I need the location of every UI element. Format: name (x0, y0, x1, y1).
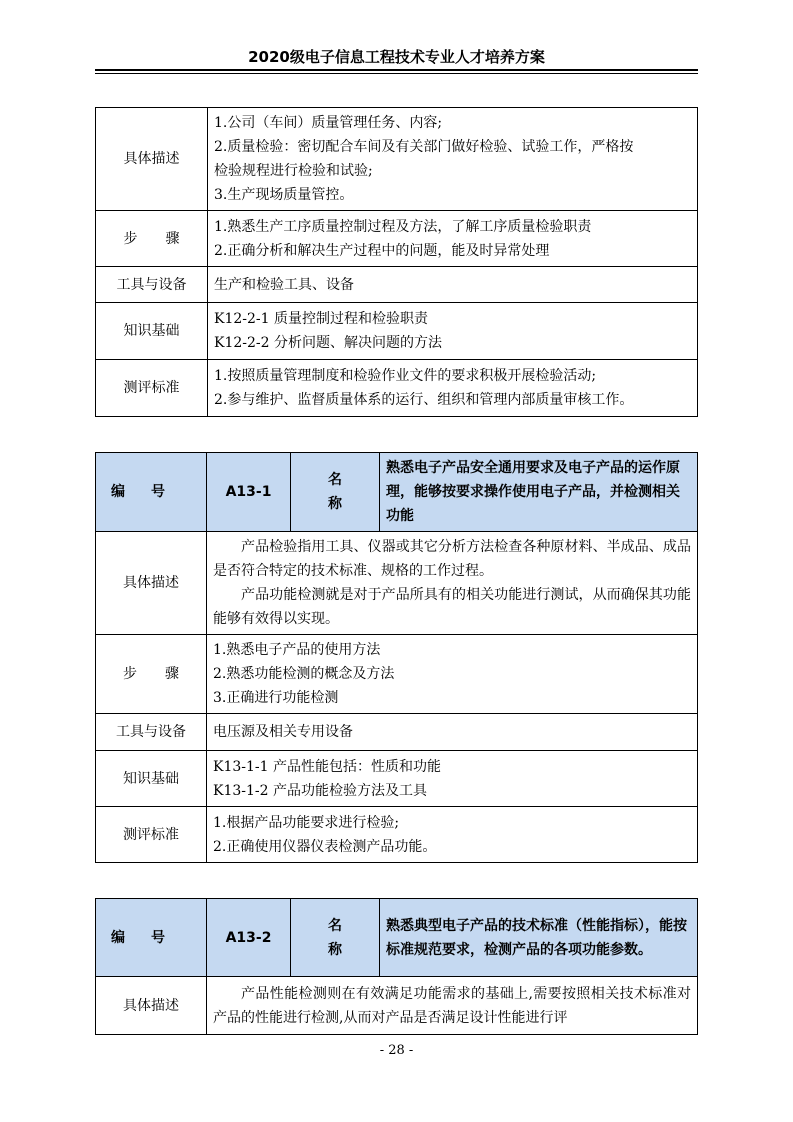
header-rule-thick (95, 69, 698, 71)
row-content (207, 635, 698, 714)
content-line: 3.正确进行功能检测 (213, 690, 339, 706)
item-header-row (96, 899, 698, 977)
content-line: 2.正确分析和解决生产过程中的问题，能及时异常处理 (214, 242, 550, 259)
content-line: 1.公司（车间）质量管理任务、内容; (214, 115, 443, 131)
row-content (207, 532, 698, 635)
row-content (208, 303, 698, 360)
row-content (208, 267, 698, 303)
row-label: 知识基础 (96, 751, 207, 807)
row-content (207, 714, 698, 751)
block2-table (95, 452, 698, 863)
item-code: A13-2 (207, 899, 291, 977)
table-row (96, 977, 698, 1035)
table-row (96, 714, 698, 751)
name-label: 名称 (291, 899, 380, 977)
row-label: 步 骤 (96, 635, 207, 714)
content-line: 2.参与维护、监督质量体系的运行、组织和管理内部质量审核工作。 (214, 392, 634, 408)
name-label: 名称 (291, 453, 380, 532)
content-line: K12-2-2 分析问题、解决问题的方法 (214, 335, 442, 351)
table-row (96, 360, 698, 417)
row-label: 步 骤 (96, 211, 208, 267)
table-row (96, 303, 698, 360)
row-label: 具体描述 (96, 108, 208, 211)
row-content (208, 108, 698, 211)
content-paragraph: 产品性能检测则在有效满足功能需求的基础上,需要按照相关技术标准对产品的性能进行检测,从而对产品是否满足设计性能进行评 (213, 985, 691, 1026)
content-line: K12-2-1 质量控制过程和检验职责 (214, 311, 428, 327)
content-paragraph: 产品功能检测就是对于产品所具有的相关功能进行测试，从而确保其功能能够有效得以实现。 (213, 587, 691, 627)
row-content (207, 977, 698, 1035)
content-line: 2.质量检验：密切配合车间及有关部门做好检验、试验工作，严格按 (214, 139, 634, 155)
content-paragraph: 产品检验指用工具、仪器或其它分析方法检查各种原材料、半成品、成品是否符合特定的技术标准、规格的工作过程。 (213, 539, 691, 579)
content-line: 2.正确使用仪器仪表检测产品功能。 (213, 838, 437, 855)
content-line: 3.生产现场质量管控。 (214, 187, 354, 203)
row-content (208, 360, 698, 417)
table-row (96, 532, 698, 635)
row-content (207, 751, 698, 807)
code-label: 编号 (96, 453, 207, 532)
row-content (208, 211, 698, 267)
table-row (96, 751, 698, 807)
row-label: 测评标准 (96, 360, 208, 417)
content-line: 1.熟悉生产工序质量控制过程及方法，了解工序质量检验职责 (214, 218, 592, 235)
row-label: 工具与设备 (96, 714, 207, 751)
content-line: K13-1-1 产品性能包括：性质和功能 (213, 758, 441, 775)
table-row (96, 807, 698, 863)
content-line: 1.根据产品功能要求进行检验; (213, 814, 400, 831)
row-label: 具体描述 (96, 532, 207, 635)
page-number: - 28 - (379, 1043, 414, 1058)
row-label: 具体描述 (96, 977, 207, 1035)
item-code: A13-1 (207, 453, 291, 532)
table-row (96, 635, 698, 714)
row-label: 工具与设备 (96, 267, 208, 303)
item-name: 熟悉典型电子产品的技术标准（性能指标），能按标准规范要求，检测产品的各项功能参数。 (380, 899, 698, 977)
content-line: 1.按照质量管理制度和检验作业文件的要求积极开展检验活动; (214, 368, 597, 384)
table-row (96, 267, 698, 303)
code-label: 编号 (96, 899, 207, 977)
content-line: 生产和检验工具、设备 (214, 276, 354, 293)
content-line: 2.熟悉功能检测的概念及方法 (213, 666, 395, 682)
row-content (207, 807, 698, 863)
block3-table (95, 898, 698, 1035)
content-line: 1.熟悉电子产品的使用方法 (213, 642, 381, 658)
content-line: 电压源及相关专用设备 (213, 724, 353, 740)
row-label: 知识基础 (96, 303, 208, 360)
header-rule-thin (95, 73, 698, 74)
table-row (96, 211, 698, 267)
item-name: 熟悉电子产品安全通用要求及电子产品的运作原理，能够按要求操作使用电子产品，并检测相关功能 (380, 453, 698, 532)
page-header-title: 2020级电子信息工程技术专业人才培养方案 (248, 48, 545, 66)
table-row (96, 108, 698, 211)
content-line: K13-1-2 产品功能检验方法及工具 (213, 782, 427, 799)
block1-table (95, 107, 698, 417)
content-line: 检验规程进行检验和试验; (214, 163, 373, 179)
row-label: 测评标准 (96, 807, 207, 863)
item-header-row (96, 453, 698, 532)
